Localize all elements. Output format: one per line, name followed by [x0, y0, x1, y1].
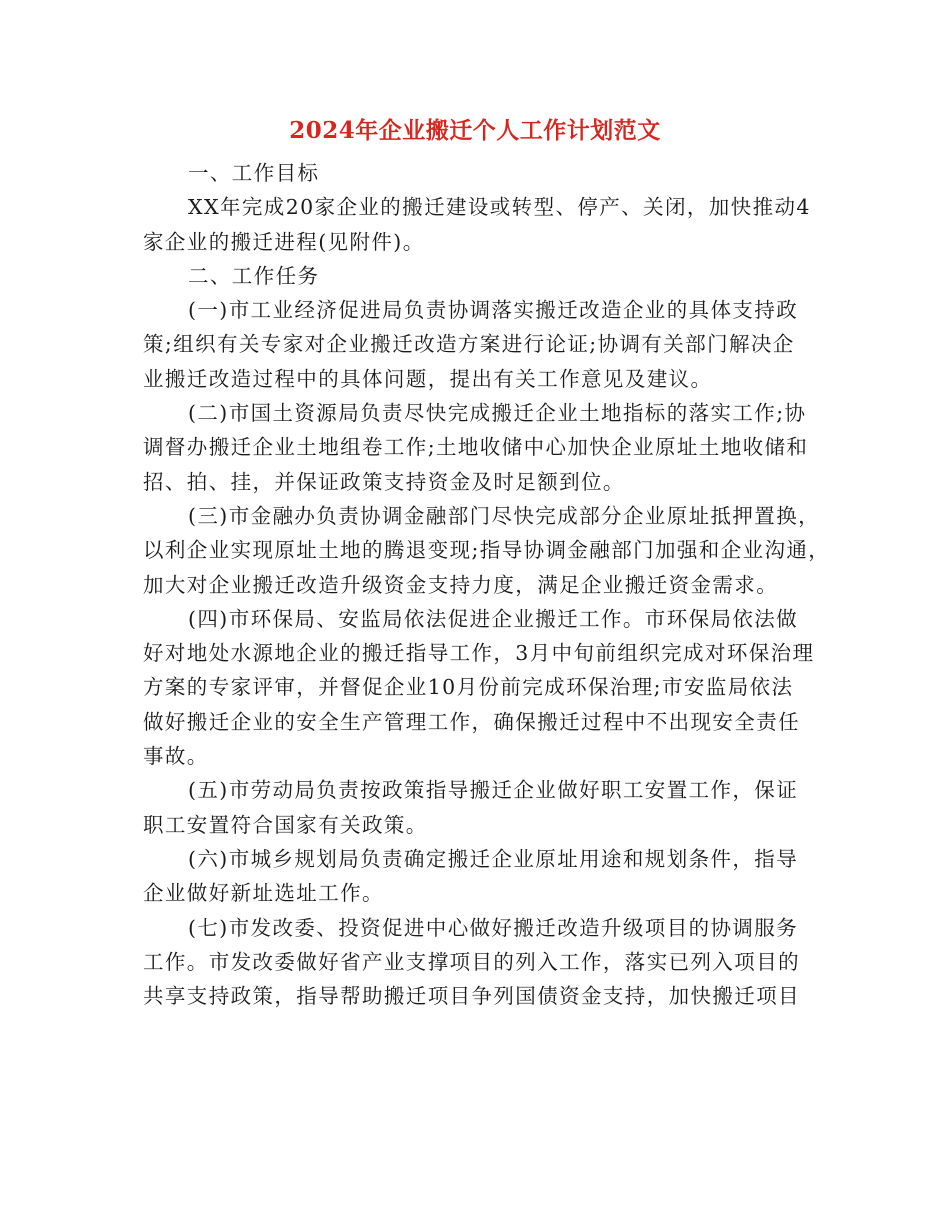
paragraph-line: (一)市工业经济促进局负责协调落实搬迁改造企业的具体支持政 — [188, 298, 799, 323]
heading-work-goals: 一、工作目标 — [188, 161, 320, 185]
paragraph-line: 加大对企业搬迁改造升级资金支持力度，满足企业搬迁资金需求。 — [143, 572, 779, 597]
paragraph-line: 以利企业实现原址土地的腾退变现;指导协调金融部门加强和企业沟通， — [143, 538, 831, 563]
paragraph-line: 做好搬迁企业的安全生产管理工作，确保搬迁过程中不出现安全责任 — [143, 709, 800, 734]
paragraph-line: 职工安置符合国家有关政策。 — [143, 812, 428, 837]
document-body — [143, 156, 831, 1013]
paragraph-line: 事故。 — [143, 744, 209, 769]
paragraph-line: (三)市金融办负责协调金融部门尽快完成部分企业原址抵押置换， — [188, 503, 820, 528]
paragraph-line: 共享支持政策，指导帮助搬迁项目争列国债资金支持，加快搬迁项目 — [143, 984, 800, 1009]
paragraph-line: (五)市劳动局负责按政策指导搬迁企业做好职工安置工作，保证 — [188, 778, 799, 803]
paragraph-line: 好对地处水源地企业的搬迁指导工作，3月中旬前组织完成对环保治理 — [143, 641, 815, 666]
paragraph-line: 业搬迁改造过程中的具体问题，提出有关工作意见及建议。 — [143, 366, 713, 391]
document-title: 2024年企业搬迁个人工作计划范文 — [289, 117, 661, 144]
paragraph-line: 调督办搬迁企业土地组卷工作;土地收储中心加快企业原址土地收储和 — [143, 435, 809, 460]
paragraph-line: 方案的专家评审，并督促企业10月份前完成环保治理;市安监局依法 — [143, 675, 794, 700]
paragraph-line: 工作。市发改委做好省产业支撑项目的列入工作，落实已列入项目的 — [143, 949, 800, 974]
paragraph-line: (二)市国土资源局负责尽快完成搬迁企业土地指标的落实工作;协 — [188, 401, 807, 426]
paragraph-line: 企业做好新址选址工作。 — [143, 881, 384, 906]
paragraph-line: (四)市环保局、安监局依法促进企业搬迁工作。市环保局依法做 — [188, 606, 799, 631]
paragraph-line: 策;组织有关专家对企业搬迁改造方案进行论证;协调有关部门解决企 — [143, 332, 795, 357]
paragraph-line: (七)市发改委、投资促进中心做好搬迁改造升级项目的协调服务 — [188, 915, 799, 940]
paragraph-line: 家企业的搬迁进程(见附件)。 — [143, 229, 425, 254]
paragraph-line: XX年完成20家企业的搬迁建设或转型、停产、关闭，加快推动4 — [188, 195, 811, 220]
paragraph-line: 招、拍、挂，并保证政策支持资金及时足额到位。 — [143, 469, 625, 494]
heading-work-tasks: 二、工作任务 — [188, 263, 320, 288]
paragraph-line: (六)市城乡规划局负责确定搬迁企业原址用途和规划条件，指导 — [188, 846, 799, 871]
